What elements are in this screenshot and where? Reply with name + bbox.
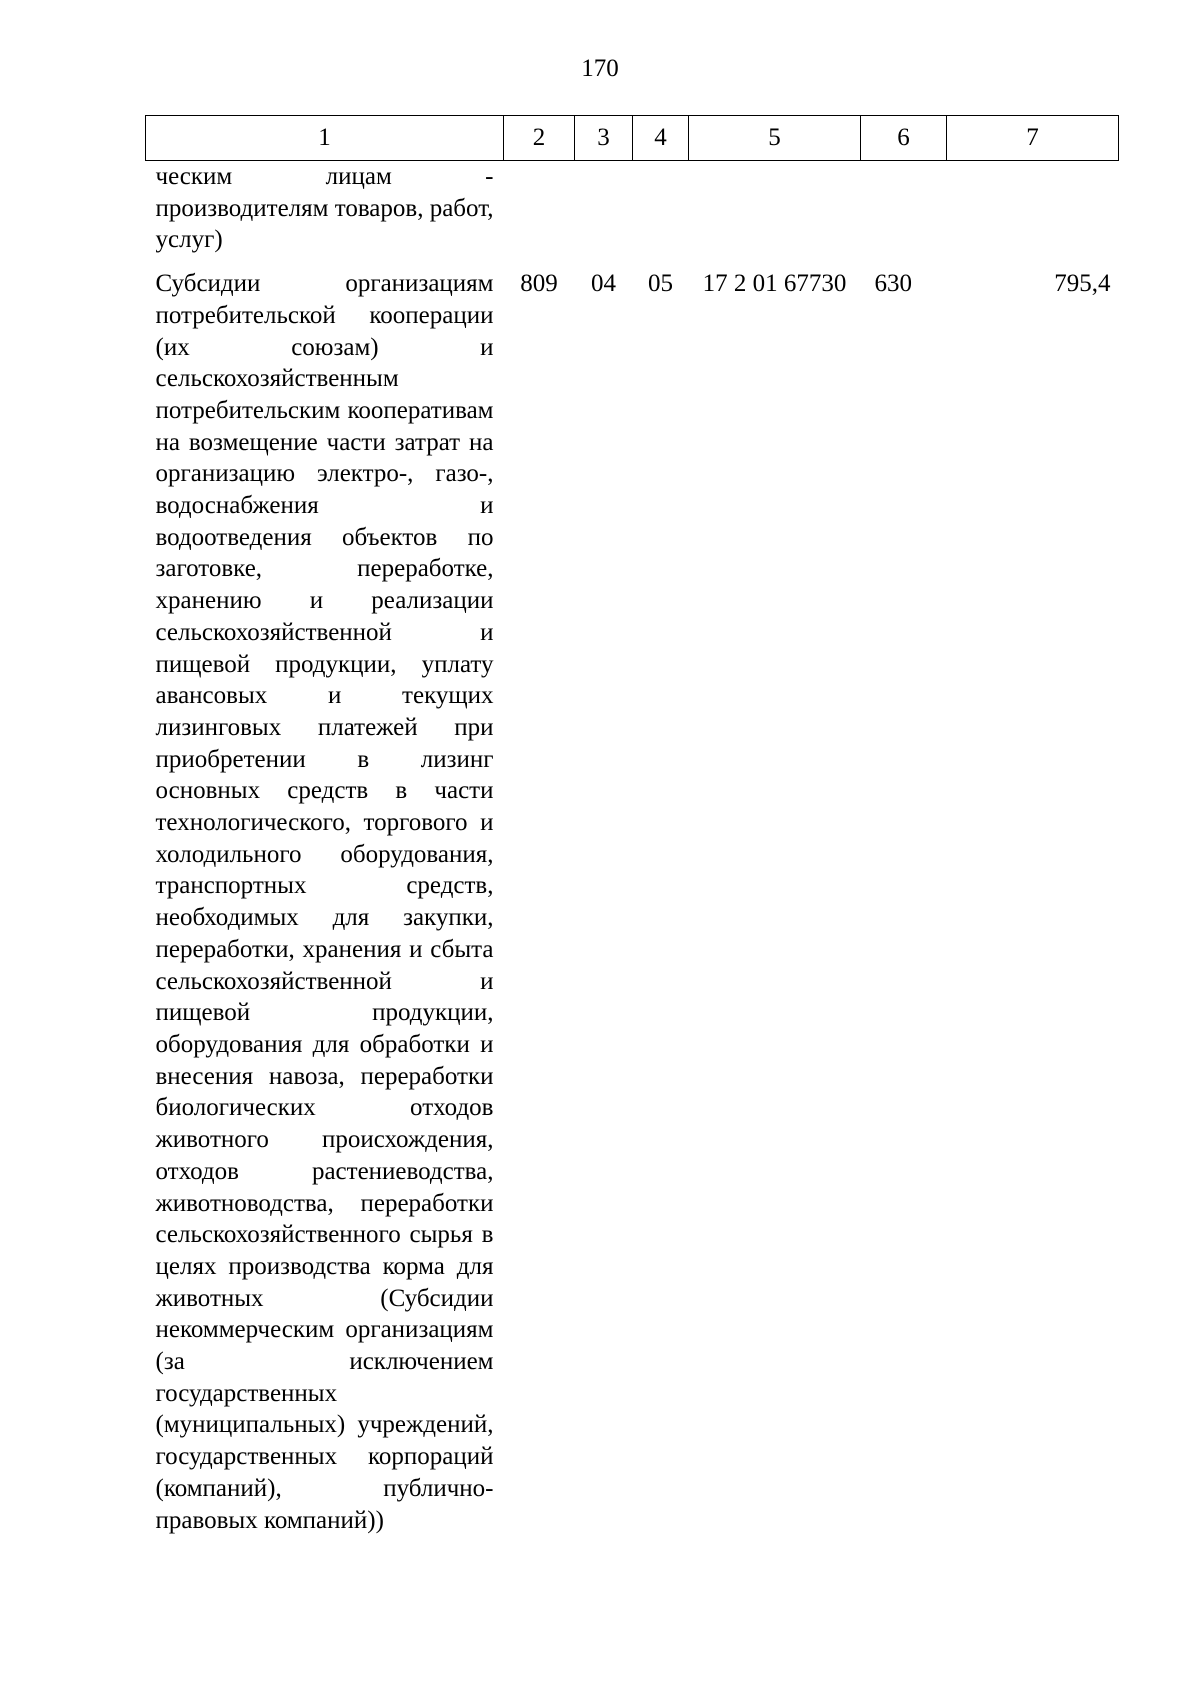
table-row — [146, 262, 1119, 1536]
cell-section-code: 04 — [591, 270, 616, 298]
column-header-4: 4 — [633, 116, 689, 161]
cell-ministry-code: 809 — [520, 270, 558, 298]
table-row-continuation — [146, 161, 1119, 263]
continuation-description: ческим лицам - производителям товаров, работ, услуг) — [155, 163, 494, 254]
column-header-5: 5 — [689, 116, 861, 161]
cell-subsection-code: 05 — [648, 270, 673, 298]
column-header-7: 7 — [947, 116, 1119, 161]
cell-target-article-code: 17 2 01 67730 — [702, 270, 847, 298]
cell-amount: 795,4 — [1054, 270, 1111, 298]
page-number: 170 — [581, 55, 619, 82]
column-header-1: 1 — [146, 116, 504, 161]
column-header-3: 3 — [575, 116, 633, 161]
column-header-2: 2 — [504, 116, 575, 161]
cell-expense-type-code: 630 — [874, 270, 912, 298]
table-header-row — [146, 116, 1119, 161]
budget-table — [145, 115, 1119, 1536]
row-description: Субсидии организациям потребительской кооперации (их союзам) и сельскохозяйственным потребительским кооперативам на возмещение части затрат на организацию электро-, газо-, водоснабжения и водоотведения объектов по заготовке, переработке, хранению и реализации сельскохозяйственной и пищевой продукции, уплату авансовых и текущих лизинговых платежей при приобретении в лизинг основных средств в части технологического, торгового и холодильного оборудования, транспортных средств, необходимых для закупки, переработки, хранения и сбыта сельскохозяйственной и пищевой продукции, оборудования для обработки и внесения навоза, переработки биологических отходов животного происхождения, отходов растениеводства, животноводства, переработки сельскохозяйственного сырья в целях производства корма для животных (Субсидии некоммерческим организациям (за исключением государственных (муниципальных) учреждений, государственных корпораций (компаний), публично-правовых компаний)) — [155, 270, 494, 1534]
column-header-6: 6 — [861, 116, 947, 161]
